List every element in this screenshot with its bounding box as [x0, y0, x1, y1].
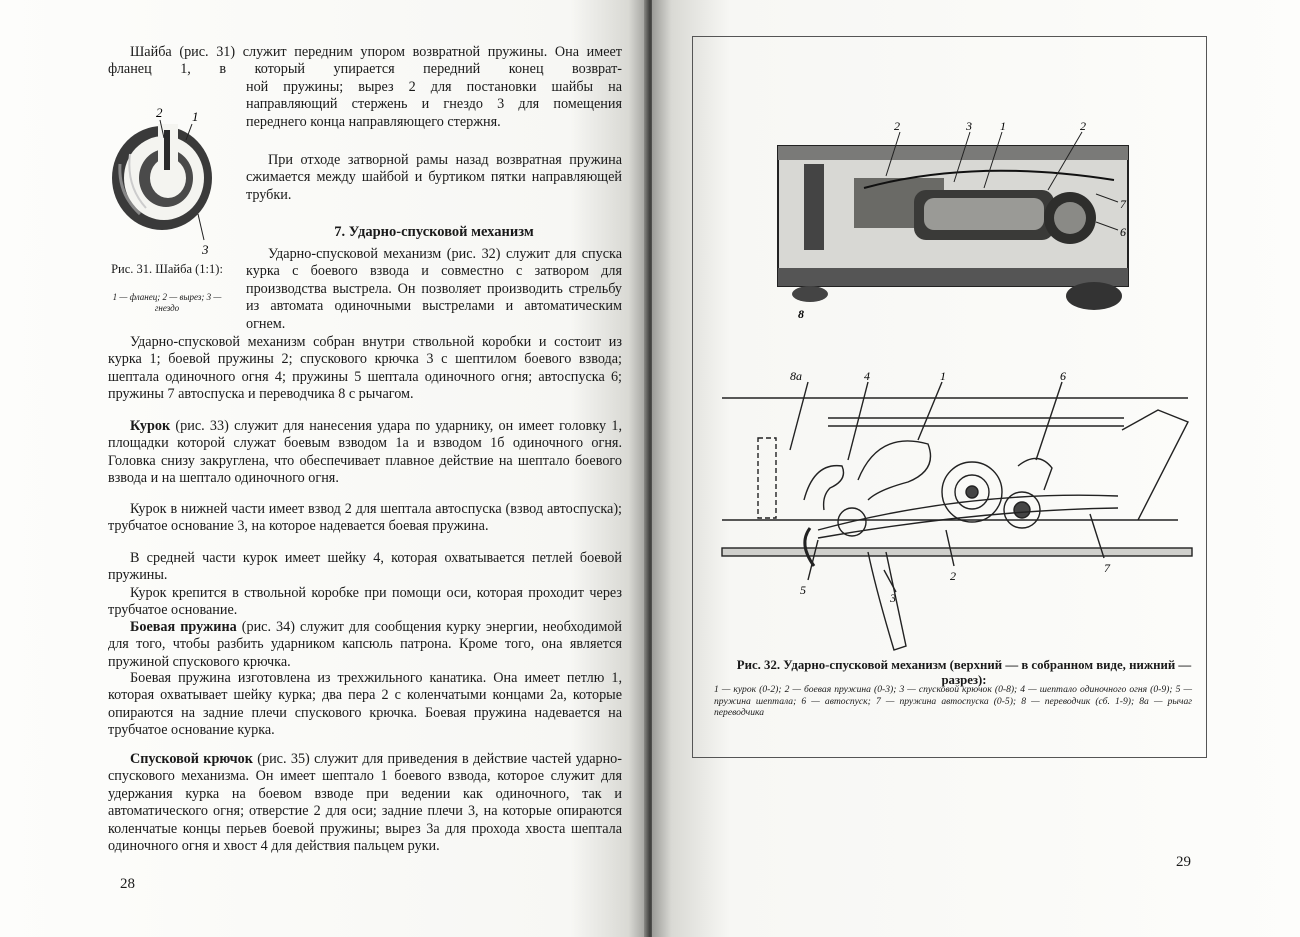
paragraph-sheika: В средней части курок имеет шейку 4, которая охватывается петлей боевой пружины.	[108, 550, 622, 584]
fig32-bottom-label-8a: 8а	[790, 370, 802, 383]
top-drawing	[778, 132, 1128, 310]
figure-32-top-assembled	[774, 118, 1154, 324]
paragraph-boevaya-text: (рис. 34) служит для сообщения курку энергии, необходимой для того, чтобы разбить ударником капсюль патрона. Кроме того, она является пружиной спускового крючка.	[108, 619, 622, 670]
paragraph-boevaya	[108, 619, 622, 671]
paragraph-shaiba-intro: Шайба (рис. 31) служит передним упором возвратной пружины. Она имеет фланец 1, в который упирается передний конец возврат-	[108, 44, 622, 78]
fig32-bottom-label-7: 7	[1104, 561, 1110, 575]
washer-drawing	[112, 120, 212, 240]
fig32-bottom-label-1: 1	[940, 370, 946, 383]
paragraph-kryuchok	[108, 751, 622, 855]
page-number-left: 28	[120, 876, 135, 892]
paragraph-kryuchok-text: (рис. 35) служит для приведения в действие частей ударно-спускового механизма. Он имеет шептало 1 боевого взвода, которое служит для удержания курка на боевом взводе при ведении как одиночного, так и автоматического огня; отверстие 2 для оси; задние плечи 3, на которые опираются коленчатые концы перьев боевой пружины; вырез 3а для прохода хвоста шептала одиночного огня и хвост 4 для действия пальцем руки.	[108, 751, 622, 855]
right-page	[652, 0, 1300, 937]
paragraph-kurok-text: (рис. 33) служит для нанесения удара по ударнику, он имеет головку 1, площадки которой служат боевым взводом 1а и взводом 1б одиночного огня. Головка снизу закруглена, что обеспечивает плавное действие на шептало боевого взвода и на шептало одиночного огня.	[108, 418, 622, 487]
fig32-top-label-2a: 2	[894, 119, 900, 133]
fig31-label-3: 3	[202, 242, 209, 257]
fig32-top-label-2: 2	[1080, 119, 1086, 133]
paragraph-shaiba-cont: ной пружины; вырез 2 для постановки шайбы на направляющий стержень и гнездо 3 для помещения переднего конца направляющего стержня.	[246, 79, 622, 130]
figure-31-washer	[100, 104, 230, 260]
bottom-drawing	[722, 382, 1192, 650]
fig32-bottom-label-5: 5	[800, 583, 806, 597]
paragraph-kurok	[108, 418, 622, 488]
figure-31-legend: 1 — фланец; 2 — вырез; 3 — гнездо	[112, 292, 222, 313]
paragraph-izgotovlena: Боевая пружина изготовлена из трехжильного канатика. Она имеет петлю 1, которая охватывает шейку курка; два пера 2 с коленчатыми концами 2а, которые опираются на задние плечи спускового крючка. Боевая пружина надевается на трубчатое основание курка.	[108, 670, 622, 739]
fig32-top-label-3: 3	[966, 119, 972, 133]
fig32-top-label-8: 8	[798, 307, 804, 321]
fig32-bottom-label-3: 3	[890, 591, 896, 605]
left-page	[0, 0, 648, 937]
fig32-top-label-6: 6	[1120, 225, 1126, 239]
fig32-top-label-7: 7	[1120, 197, 1126, 211]
fig32-bottom-label-6: 6	[1060, 370, 1066, 383]
figure-31-caption: Рис. 31. Шайба (1:1):	[111, 262, 223, 276]
fig32-bottom-label-2: 2	[950, 569, 956, 583]
term-kurok: Курок	[130, 418, 171, 434]
figure-32-bottom-section	[718, 370, 1198, 660]
fig32-bottom-label-4: 4	[864, 370, 870, 383]
fig32-top-label-1: 1	[1000, 119, 1006, 133]
term-boevaya: Боевая пружина	[130, 619, 237, 635]
fig31-label-2: 2	[156, 105, 163, 120]
fig31-label-1: 1	[192, 109, 199, 124]
paragraph-usm-purpose: Ударно-спусковой механизм (рис. 32) служит для спуска курка с боевого взвода и совместно с затвором для производства выстрела. Он позволяет производить стрельбу из автомата одиночными выстрелами и автоматическим огнем.	[246, 246, 622, 332]
paragraph-usm-composition: Ударно-спусковой механизм собран внутри ствольной коробки и состоит из курка 1; боевой пружины 2; спускового крючка 3 с шептилом боевого взвода; шептала одиночного огня 4; пружины 5 шептала одиночного огня; автоспуска 6; пружины 7 автоспуска и переводчика 8 с рычагом.	[108, 334, 622, 403]
term-kryuchok: Спусковой крючок	[130, 751, 253, 767]
paragraph-kurok-bottom: Курок в нижней части имеет взвод 2 для шептала автоспуска (взвод автоспуска); трубчатое основание 3, на которое надевается боевая пружина.	[108, 501, 622, 535]
section-title: 7. Ударно-спусковой механизм	[334, 224, 534, 240]
figure-32-caption: Рис. 32. Ударно-спусковой механизм (верхний — в собранном виде, нижний — разрез):	[736, 658, 1192, 687]
figure-32-legend: 1 — курок (0-2); 2 — боевая пружина (0-3); 3 — спусковой крючок (0-8); 4 — шептало одиночного огня (0-9); 5 — пружина шептала; 6 — автоспуск; 7 — пружина автоспуска (0-5); 8 — переводчик (сб. 1-9); 8а — рычаг переводчика	[714, 684, 1192, 718]
paragraph-otkhod: При отходе затворной рамы назад возвратная пружина сжимается между шайбой и буртиком пятки направляющей трубки.	[246, 152, 622, 203]
page-number-right: 29	[1176, 854, 1191, 870]
paragraph-krepitsya: Курок крепится в ствольной коробке при помощи оси, которая проходит через трубчатое основание.	[108, 585, 622, 619]
